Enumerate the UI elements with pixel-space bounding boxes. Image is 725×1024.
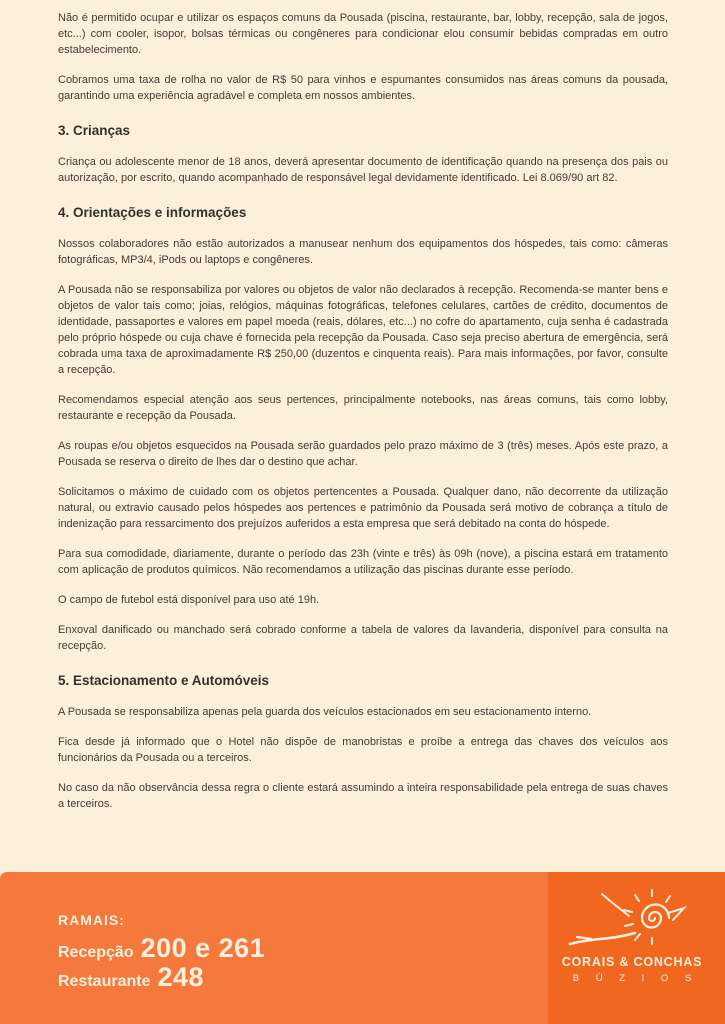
brand-name: CORAIS & CONCHAS xyxy=(561,955,703,969)
paragraph: O campo de futebol está disponível para uso até 19h. xyxy=(58,594,320,606)
paragraph: Para sua comodidade, diariamente, durante o período das 23h (vinte e três) às 09h (nove), a piscina estará em tratamento com aplicação de produtos químicos. Não recomendamos a utilização das piscinas durante esse período. xyxy=(58,548,668,576)
paragraph: A Pousada não se responsabiliza por valores ou objetos de valor não declarados à recepção. Recomenda-se manter bens e objetos de valor tais como; joias, relógios, máquinas fotográficas, telefones celulares, cartões de crédito, documentos de identidade, passaportes e valores em papel moeda (reais, dólares, etc...) no cofre do apartamento, cuja senha é cadastrada pelo próprio hóspede ou cuja chave é fornecida pela recepção da Pousada. Caso seja preciso abertura de emergência, será cobrada uma taxa de aproximadamente R$ 250,00 (duzentos e cinquenta reais). Para mais informações, por favor, consulte a recepção. xyxy=(58,284,668,376)
section-heading-estacionamento: 5. Estacionamento e Automóveis xyxy=(58,673,270,688)
extension-number: 248 xyxy=(157,962,205,992)
extensions-block xyxy=(58,912,265,991)
section-heading-orientacoes: 4. Orientações e informações xyxy=(58,205,247,220)
extension-number: 200 e 261 xyxy=(140,933,266,963)
paragraph: No caso da não observância dessa regra o cliente estará assumindo a inteira responsabilidade pela entrega de suas chaves a terceiros. xyxy=(58,782,668,810)
extension-label: Recepção xyxy=(58,944,134,961)
paragraph: A Pousada se responsabiliza apenas pela guarda dos veículos estacionados em seu estacionamento interno. xyxy=(58,706,592,718)
paragraph: Nossos colaboradores não estão autorizados a manusear nenhum dos equipamentos dos hóspedes, tais como: câmeras fotográficas, MP3/4, iPods ou laptops e congêneres. xyxy=(58,238,668,266)
shell-logo-icon xyxy=(567,888,697,950)
paragraph: Enxoval danificado ou manchado será cobrado conforme a tabela de valores da lavanderia, disponível para consulta na recepção. xyxy=(58,624,668,652)
paragraph: As roupas e/ou objetos esquecidos na Pousada serão guardados pelo prazo máximo de 3 (três) meses. Após este prazo, a Pousada se reserva o direito de lhes dar o destino que achar. xyxy=(58,440,668,468)
hotel-logo xyxy=(551,888,713,984)
extension-recepcao xyxy=(58,933,265,962)
extension-restaurante xyxy=(58,962,265,991)
extension-label: Restaurante xyxy=(58,973,151,990)
paragraph: Solicitamos o máximo de cuidado com os objetos pertencentes a Pousada. Qualquer dano, não decorrente da utilização natural, ou extravio causado pelos hóspedes aos pertences e patrimônio da Pousada será motivo de cobrança a título de indenização para ressarcimento dos prejuízos auferidos a esta empresa que será debitado na conta do hóspede. xyxy=(58,486,668,530)
paragraph: Fica desde já informado que o Hotel não dispõe de manobristas e proíbe a entrega das chaves dos veículos aos funcionários da Pousada ou a terceiros. xyxy=(58,736,668,764)
brand-location: B Ú Z I O S xyxy=(572,973,699,984)
paragraph: Não é permitido ocupar e utilizar os espaços comuns da Pousada (piscina, restaurante, bar, lobby, recepção, sala de jogos, etc...) com cooler, isopor, bolsas térmicas ou congêneres para condicionar elou consumir bebidas compradas em outro estabelecimento. xyxy=(58,12,668,56)
footer xyxy=(0,872,725,1024)
paragraph: Cobramos uma taxa de rolha no valor de R$ 50 para vinhos e espumantes consumidos nas áreas comuns da pousada, garantindo uma experiência agradável e completa em nossos ambientes. xyxy=(58,74,668,102)
paragraph: Criança ou adolescente menor de 18 anos, deverá apresentar documento de identificação quando na presença dos pais ou autorização, por escrito, quando acompanhado de responsável legal devidamente identificado. Lei 8.069/90 art 82. xyxy=(58,156,668,184)
extensions-title: RAMAIS: xyxy=(58,912,125,928)
section-heading-criancas: 3. Crianças xyxy=(58,123,131,138)
paragraph: Recomendamos especial atenção aos seus pertences, principalmente notebooks, nas áreas comuns, tais como lobby, restaurante e recepção da Pousada. xyxy=(58,394,668,422)
